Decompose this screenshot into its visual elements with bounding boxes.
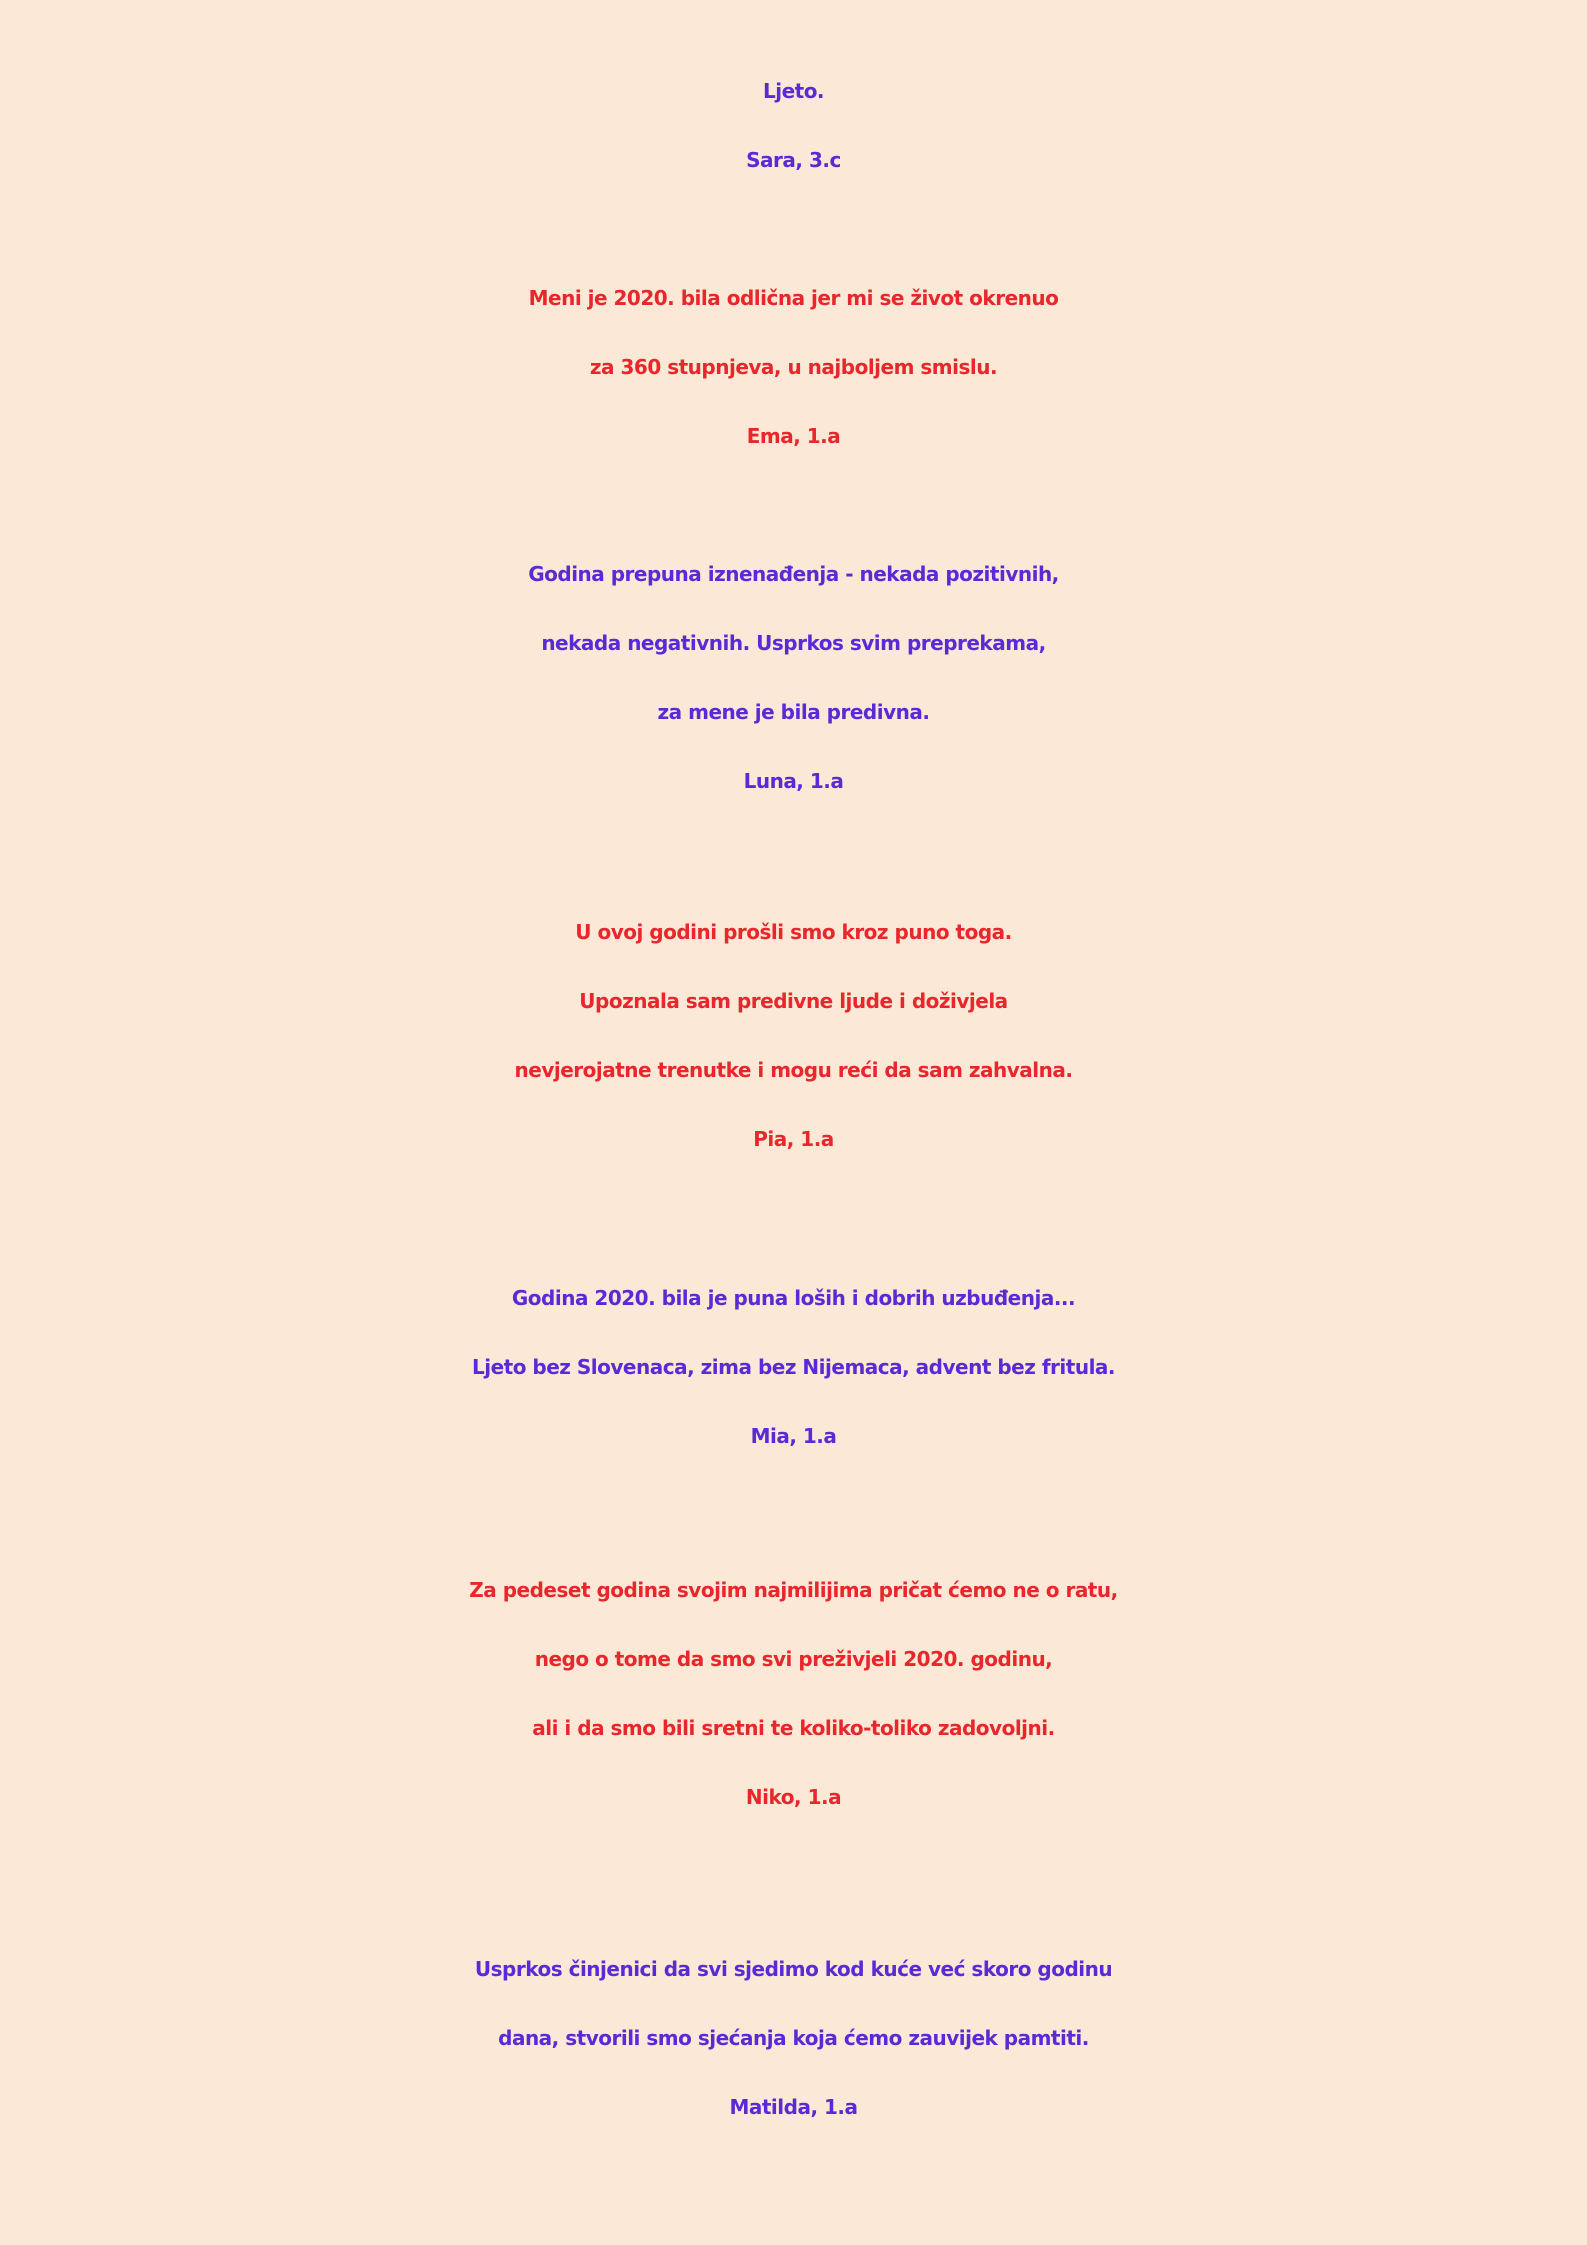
quote-sara xyxy=(0,57,1587,195)
quote-matilda xyxy=(0,1935,1587,2142)
quote-text-line: Godina prepuna iznenađenja - nekada pozitivnih, xyxy=(528,562,1059,586)
quote-text-line: Usprkos činjenici da svi sjedimo kod kuće već skoro godinu xyxy=(474,1957,1113,1981)
quote-author: Ema, 1.a xyxy=(746,424,841,448)
quote-author: Matilda, 1.a xyxy=(729,2095,858,2119)
quote-text-line: nekada negativnih. Usprkos svim preprekama, xyxy=(541,631,1046,655)
quote-text-line: nevjerojatne trenutke i mogu reći da sam zahvalna. xyxy=(514,1058,1073,1082)
quote-author: Mia, 1.a xyxy=(750,1424,837,1448)
quote-text-line: dana, stvorili smo sjećanja koja ćemo zauvijek pamtiti. xyxy=(498,2026,1089,2050)
quote-mia xyxy=(0,1264,1587,1471)
quote-text-line: Upoznala sam predivne ljude i doživjela xyxy=(579,989,1008,1013)
quote-text-line: za 360 stupnjeva, u najboljem smislu. xyxy=(589,355,998,379)
quote-text-line: U ovoj godini prošli smo kroz puno toga. xyxy=(575,920,1012,944)
quote-text-line: Ljeto. xyxy=(762,79,825,103)
quote-niko xyxy=(0,1556,1587,1832)
quote-author: Sara, 3.c xyxy=(746,148,841,172)
quote-author: Luna, 1.a xyxy=(743,769,844,793)
quote-luna xyxy=(0,540,1587,816)
quote-text-line: za mene je bila predivna. xyxy=(657,700,930,724)
quote-author: Niko, 1.a xyxy=(745,1785,842,1809)
quote-text-line: Meni je 2020. bila odlična jer mi se život okrenuo xyxy=(528,286,1059,310)
quote-text-line: Za pedeset godina svojim najmilijima pričat ćemo ne o ratu, xyxy=(469,1578,1118,1602)
quote-text-line: Ljeto bez Slovenaca, zima bez Nijemaca, advent bez fritula. xyxy=(471,1355,1116,1379)
quote-text-line: Godina 2020. bila je puna loših i dobrih uzbuđenja... xyxy=(511,1286,1076,1310)
quote-text-line: ali i da smo bili sretni te koliko-toliko zadovoljni. xyxy=(532,1716,1055,1740)
quote-ema xyxy=(0,264,1587,471)
quote-text-line: nego o tome da smo svi preživjeli 2020. godinu, xyxy=(534,1647,1053,1671)
quote-author: Pia, 1.a xyxy=(753,1127,834,1151)
quote-pia xyxy=(0,898,1587,1174)
